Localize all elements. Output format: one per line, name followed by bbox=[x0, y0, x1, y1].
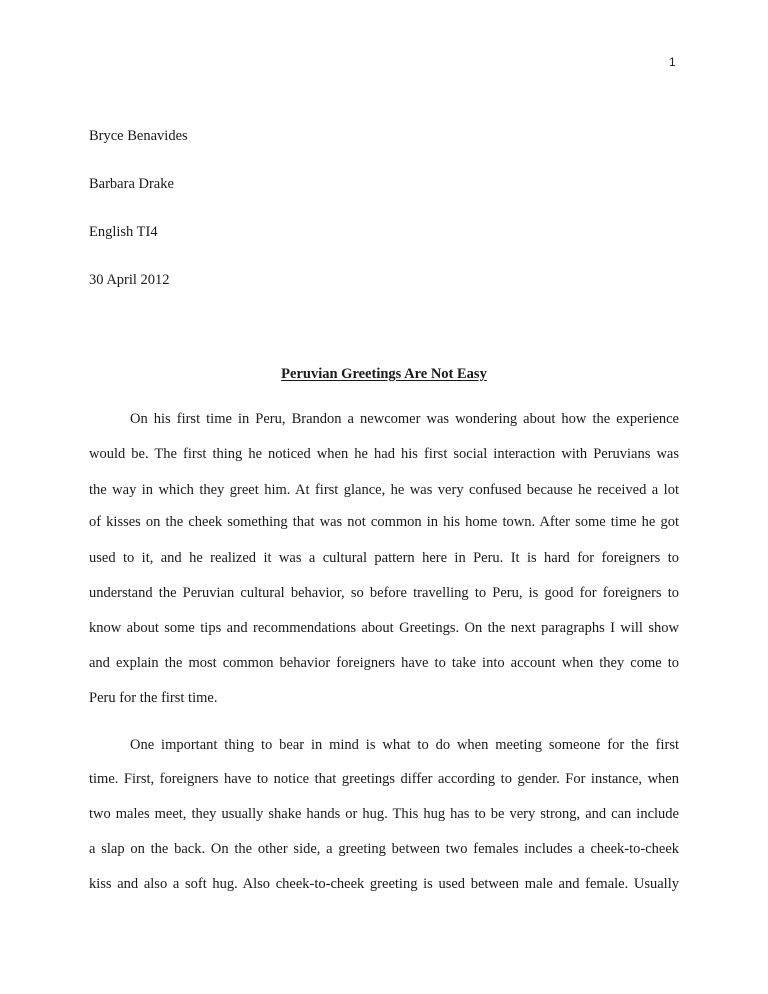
paragraph-line: kiss and also a soft hug. Also cheek-to-cheek greeting is used between male and female. Usually bbox=[89, 876, 679, 892]
paragraph-line: a slap on the back. On the other side, a greeting between two females includes a cheek-to-cheek bbox=[89, 841, 679, 857]
course-name: English TI4 bbox=[89, 224, 158, 240]
paragraph-line: time. First, foreigners have to notice that greetings differ according to gender. For instance, when bbox=[89, 771, 679, 787]
paragraph-line: Peru for the first time. bbox=[89, 690, 218, 706]
paragraph-line: of kisses on the cheek something that was not common in his home town. After some time he got bbox=[89, 514, 679, 530]
paragraph-line: two males meet, they usually shake hands or hug. This hug has to be very strong, and can include bbox=[89, 806, 679, 822]
paragraph-line: On his first time in Peru, Brandon a newcomer was wondering about how the experience bbox=[130, 411, 679, 427]
date: 30 April 2012 bbox=[89, 272, 170, 288]
paragraph-line: One important thing to bear in mind is what to do when meeting someone for the first bbox=[130, 737, 679, 753]
paragraph-line: would be. The first thing he noticed when he had his first social interaction with Peruvians was bbox=[89, 446, 679, 462]
page-number: 1 bbox=[669, 55, 676, 69]
paragraph-line: used to it, and he realized it was a cultural pattern here in Peru. It is hard for foreigners to bbox=[89, 550, 679, 566]
instructor-name: Barbara Drake bbox=[89, 176, 174, 192]
author-name: Bryce Benavides bbox=[89, 128, 188, 144]
essay-title: Peruvian Greetings Are Not Easy bbox=[281, 366, 487, 382]
paragraph-line: understand the Peruvian cultural behavior, so before travelling to Peru, is good for foreigners to bbox=[89, 585, 679, 601]
paragraph-line: know about some tips and recommendations about Greetings. On the next paragraphs I will show bbox=[89, 620, 679, 636]
paragraph-line: the way in which they greet him. At first glance, he was very confused because he received a lot bbox=[89, 482, 679, 498]
paragraph-line: and explain the most common behavior foreigners have to take into account when they come to bbox=[89, 655, 679, 671]
